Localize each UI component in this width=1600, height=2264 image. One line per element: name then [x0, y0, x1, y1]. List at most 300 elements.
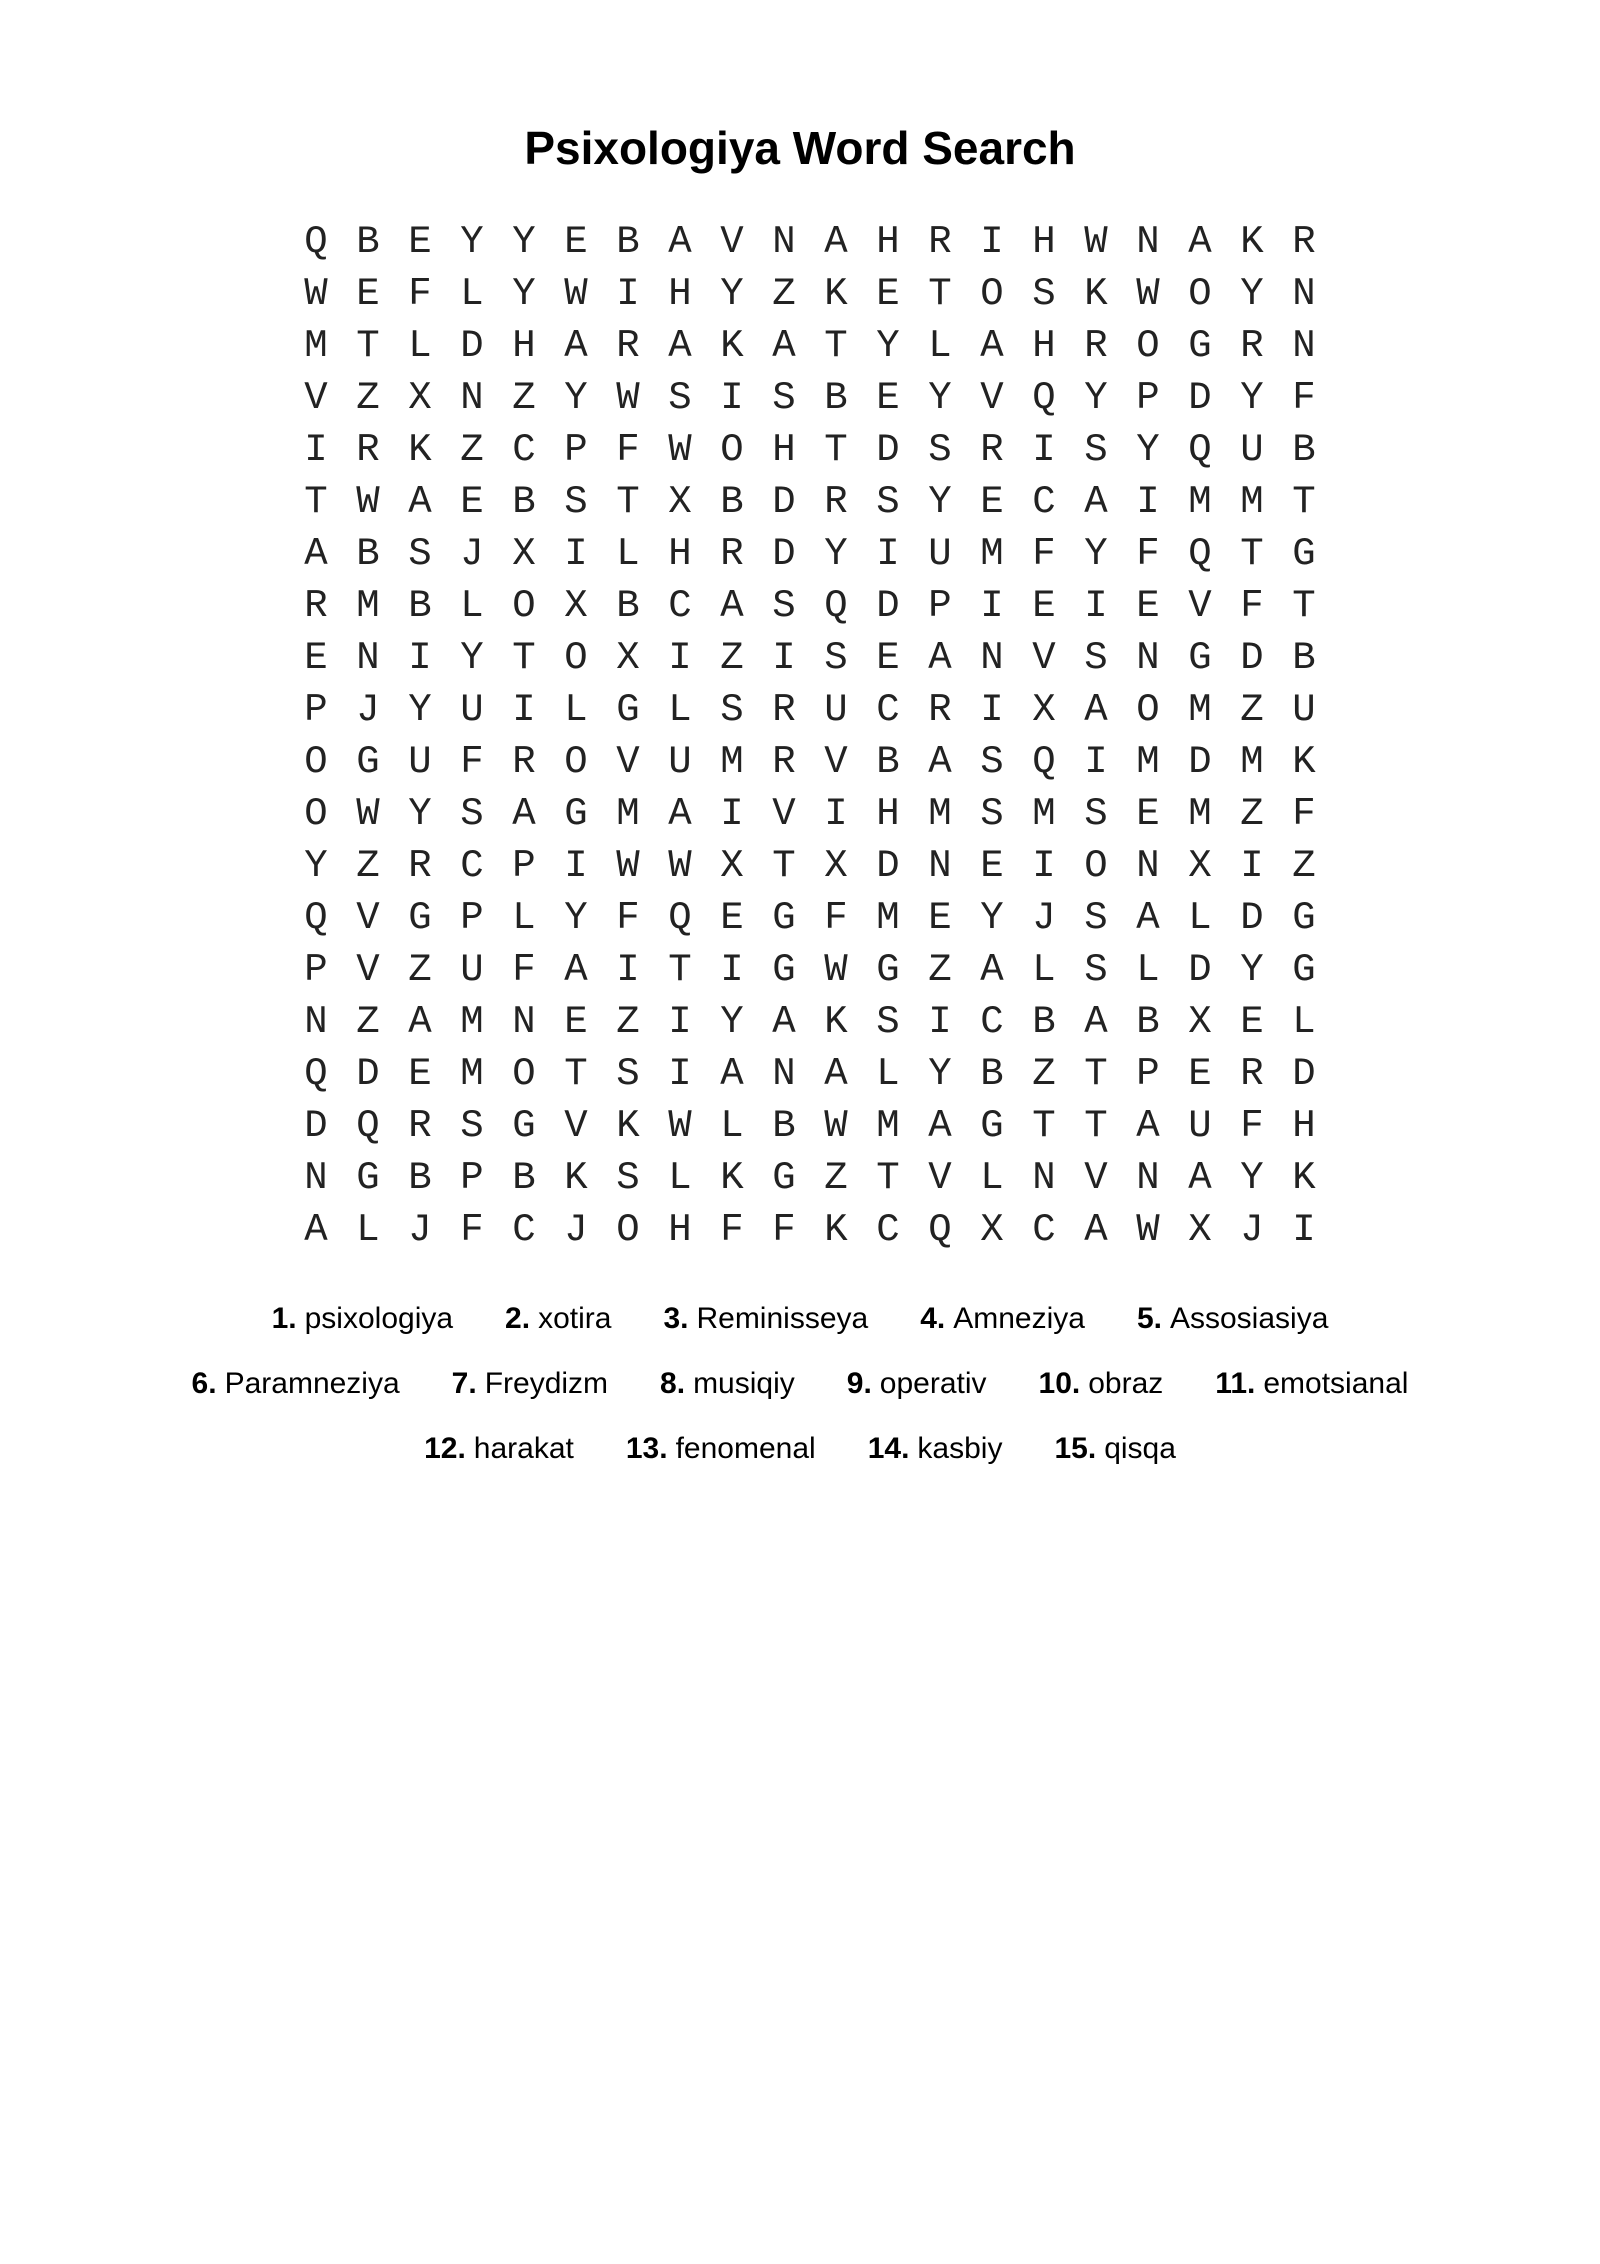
- grid-letter: A: [1084, 1208, 1108, 1252]
- grid-letter: I: [1240, 844, 1264, 888]
- grid-letter: C: [876, 1208, 900, 1252]
- grid-letter: C: [980, 1000, 1004, 1044]
- grid-letter: N: [512, 1000, 536, 1044]
- word-text: Freydizm: [484, 1366, 609, 1400]
- grid-row: [290, 580, 1330, 632]
- grid-letter: S: [824, 636, 848, 680]
- grid-letter: V: [356, 896, 380, 940]
- grid-letter: I: [668, 1052, 692, 1096]
- grid-letter: S: [1084, 792, 1108, 836]
- grid-letter: L: [1136, 948, 1160, 992]
- grid-row: [290, 736, 1330, 788]
- grid-letter: A: [304, 532, 328, 576]
- grid-letter: Y: [564, 376, 588, 420]
- grid-letter: M: [720, 740, 744, 784]
- grid-letter: S: [460, 1104, 484, 1148]
- grid-letter: I: [1084, 740, 1108, 784]
- grid-letter: T: [616, 480, 640, 524]
- grid-letter: G: [1292, 896, 1316, 940]
- grid-letter: B: [512, 1156, 536, 1200]
- grid-letter: N: [1292, 272, 1316, 316]
- grid-letter: N: [928, 844, 952, 888]
- grid-letter: A: [1084, 688, 1108, 732]
- grid-letter: X: [564, 584, 588, 628]
- word-list-item: [660, 1367, 795, 1401]
- grid-letter: F: [512, 948, 536, 992]
- grid-letter: H: [1032, 324, 1056, 368]
- grid-letter: U: [1240, 428, 1264, 472]
- grid-letter: E: [928, 896, 952, 940]
- grid-letter: X: [1188, 844, 1212, 888]
- grid-letter: P: [564, 428, 588, 472]
- grid-letter: A: [980, 324, 1004, 368]
- word-text: operativ: [879, 1366, 987, 1400]
- grid-row: [290, 372, 1330, 424]
- grid-letter: F: [824, 896, 848, 940]
- grid-letter: T: [928, 272, 952, 316]
- word-text: Paramneziya: [224, 1366, 400, 1400]
- grid-letter: S: [1084, 636, 1108, 680]
- grid-letter: F: [1240, 584, 1264, 628]
- word-list-item: [1054, 1432, 1175, 1466]
- grid-letter: A: [928, 1104, 952, 1148]
- word-text: harakat: [473, 1431, 574, 1465]
- grid-letter: C: [1032, 480, 1056, 524]
- word-list-item: [272, 1302, 453, 1336]
- grid-letter: Y: [408, 688, 432, 732]
- grid-letter: I: [876, 532, 900, 576]
- grid-letter: K: [720, 1156, 744, 1200]
- grid-letter: G: [1188, 324, 1212, 368]
- grid-letter: M: [876, 896, 900, 940]
- grid-letter: L: [564, 688, 588, 732]
- grid-letter: C: [512, 1208, 536, 1252]
- grid-letter: V: [616, 740, 640, 784]
- grid-letter: F: [1136, 532, 1160, 576]
- grid-letter: L: [616, 532, 640, 576]
- grid-letter: B: [408, 1156, 432, 1200]
- grid-letter: R: [1292, 220, 1316, 264]
- grid-letter: O: [1084, 844, 1108, 888]
- grid-letter: B: [356, 532, 380, 576]
- grid-letter: Y: [408, 792, 432, 836]
- word-number: 11.: [1215, 1366, 1256, 1400]
- grid-letter: X: [720, 844, 744, 888]
- grid-letter: V: [1032, 636, 1056, 680]
- grid-letter: Z: [928, 948, 952, 992]
- grid-row: [290, 684, 1330, 736]
- grid-letter: O: [512, 584, 536, 628]
- grid-letter: M: [1032, 792, 1056, 836]
- grid-letter: I: [1136, 480, 1160, 524]
- grid-letter: T: [772, 844, 796, 888]
- word-list-item: [505, 1302, 611, 1336]
- grid-letter: A: [1084, 1000, 1108, 1044]
- grid-letter: A: [1188, 1156, 1212, 1200]
- grid-letter: Y: [928, 376, 952, 420]
- grid-letter: W: [1136, 1208, 1160, 1252]
- grid-letter: C: [876, 688, 900, 732]
- word-list-item: [920, 1302, 1085, 1336]
- grid-letter: M: [460, 1000, 484, 1044]
- grid-letter: F: [616, 896, 640, 940]
- grid-letter: V: [772, 792, 796, 836]
- grid-letter: E: [980, 844, 1004, 888]
- grid-letter: V: [1188, 584, 1212, 628]
- grid-letter: N: [1032, 1156, 1056, 1200]
- grid-letter: Q: [304, 896, 328, 940]
- grid-letter: Q: [1032, 740, 1056, 784]
- word-text: obraz: [1088, 1366, 1164, 1400]
- grid-letter: V: [928, 1156, 952, 1200]
- grid-letter: I: [512, 688, 536, 732]
- grid-letter: F: [1292, 792, 1316, 836]
- grid-row: [290, 424, 1330, 476]
- grid-letter: Y: [980, 896, 1004, 940]
- grid-letter: C: [512, 428, 536, 472]
- grid-letter: Y: [460, 636, 484, 680]
- word-number: 3.: [663, 1301, 689, 1335]
- grid-letter: K: [1292, 1156, 1316, 1200]
- grid-letter: O: [1188, 272, 1212, 316]
- grid-letter: I: [772, 636, 796, 680]
- word-number: 6.: [191, 1366, 217, 1400]
- grid-letter: D: [772, 532, 796, 576]
- grid-letter: Z: [1240, 688, 1264, 732]
- grid-letter: G: [772, 1156, 796, 1200]
- grid-letter: H: [876, 792, 900, 836]
- word-number: 15.: [1054, 1431, 1097, 1465]
- grid-letter: H: [772, 428, 796, 472]
- grid-letter: H: [512, 324, 536, 368]
- grid-letter: Z: [460, 428, 484, 472]
- grid-letter: A: [980, 948, 1004, 992]
- grid-letter: D: [1188, 376, 1212, 420]
- grid-letter: M: [928, 792, 952, 836]
- grid-letter: Z: [356, 1000, 380, 1044]
- grid-letter: P: [304, 948, 328, 992]
- grid-letter: G: [408, 896, 432, 940]
- grid-letter: A: [720, 1052, 744, 1096]
- grid-letter: T: [512, 636, 536, 680]
- grid-letter: G: [772, 948, 796, 992]
- grid-letter: D: [876, 584, 900, 628]
- grid-letter: F: [1240, 1104, 1264, 1148]
- grid-letter: E: [1240, 1000, 1264, 1044]
- grid-row: [290, 320, 1330, 372]
- grid-letter: V: [356, 948, 380, 992]
- grid-letter: Y: [512, 220, 536, 264]
- grid-letter: K: [1084, 272, 1108, 316]
- grid-letter: Y: [1084, 532, 1108, 576]
- grid-letter: A: [928, 636, 952, 680]
- word-list-item: [452, 1367, 608, 1401]
- grid-letter: I: [824, 792, 848, 836]
- grid-letter: G: [564, 792, 588, 836]
- grid-letter: K: [824, 1000, 848, 1044]
- grid-letter: S: [616, 1156, 640, 1200]
- grid-letter: O: [304, 740, 328, 784]
- word-number: 13.: [625, 1431, 668, 1465]
- grid-letter: Z: [772, 272, 796, 316]
- grid-letter: R: [928, 220, 952, 264]
- grid-letter: W: [616, 376, 640, 420]
- grid-letter: A: [668, 220, 692, 264]
- grid-letter: X: [616, 636, 640, 680]
- grid-letter: Y: [1084, 376, 1108, 420]
- grid-letter: Y: [928, 1052, 952, 1096]
- grid-letter: D: [356, 1052, 380, 1096]
- grid-letter: I: [304, 428, 328, 472]
- grid-letter: B: [356, 220, 380, 264]
- grid-letter: R: [980, 428, 1004, 472]
- grid-letter: N: [980, 636, 1004, 680]
- grid-row: [290, 268, 1330, 320]
- grid-letter: I: [720, 948, 744, 992]
- word-number: 8.: [660, 1366, 686, 1400]
- grid-letter: W: [668, 844, 692, 888]
- grid-letter: N: [1136, 220, 1160, 264]
- grid-letter: F: [616, 428, 640, 472]
- grid-letter: B: [1292, 428, 1316, 472]
- word-number: 10.: [1038, 1366, 1081, 1400]
- grid-letter: C: [668, 584, 692, 628]
- grid-letter: D: [1240, 636, 1264, 680]
- word-text: musiqiy: [693, 1366, 795, 1400]
- grid-letter: G: [1188, 636, 1212, 680]
- grid-letter: K: [564, 1156, 588, 1200]
- grid-letter: A: [564, 324, 588, 368]
- grid-letter: Y: [1136, 428, 1160, 472]
- word-list-line: [0, 1351, 1600, 1416]
- grid-letter: T: [356, 324, 380, 368]
- word-list-item: [868, 1432, 1003, 1466]
- grid-letter: R: [720, 532, 744, 576]
- grid-letter: A: [1084, 480, 1108, 524]
- grid-letter: H: [668, 1208, 692, 1252]
- grid-letter: L: [460, 584, 484, 628]
- grid-letter: T: [1240, 532, 1264, 576]
- grid-letter: D: [876, 844, 900, 888]
- grid-letter: S: [1084, 896, 1108, 940]
- grid-letter: V: [564, 1104, 588, 1148]
- word-list-line: [0, 1286, 1600, 1351]
- grid-letter: F: [1292, 376, 1316, 420]
- grid-letter: S: [928, 428, 952, 472]
- grid-letter: R: [356, 428, 380, 472]
- grid-letter: M: [1188, 480, 1212, 524]
- grid-letter: Q: [1188, 428, 1212, 472]
- grid-row: [290, 944, 1330, 996]
- grid-letter: L: [876, 1052, 900, 1096]
- grid-row: [290, 528, 1330, 580]
- grid-letter: R: [824, 480, 848, 524]
- grid-row: [290, 476, 1330, 528]
- grid-letter: M: [304, 324, 328, 368]
- word-text: kasbiy: [917, 1431, 1003, 1465]
- grid-letter: Q: [668, 896, 692, 940]
- grid-letter: M: [1240, 740, 1264, 784]
- grid-letter: I: [564, 532, 588, 576]
- grid-letter: Z: [1032, 1052, 1056, 1096]
- grid-letter: Z: [1292, 844, 1316, 888]
- grid-letter: A: [720, 584, 744, 628]
- grid-letter: I: [668, 1000, 692, 1044]
- grid-letter: M: [616, 792, 640, 836]
- grid-letter: I: [408, 636, 432, 680]
- grid-letter: U: [460, 948, 484, 992]
- grid-letter: H: [668, 532, 692, 576]
- word-number: 4.: [920, 1301, 946, 1335]
- grid-letter: E: [1188, 1052, 1212, 1096]
- grid-letter: H: [1032, 220, 1056, 264]
- page-title: Psixologiya Word Search: [524, 122, 1076, 174]
- grid-letter: K: [824, 272, 848, 316]
- grid-letter: S: [408, 532, 432, 576]
- grid-letter: B: [772, 1104, 796, 1148]
- grid-letter: S: [564, 480, 588, 524]
- grid-letter: E: [408, 1052, 432, 1096]
- grid-letter: P: [512, 844, 536, 888]
- grid-letter: Z: [356, 376, 380, 420]
- grid-letter: I: [1032, 844, 1056, 888]
- grid-letter: W: [1084, 220, 1108, 264]
- grid-letter: Y: [1240, 272, 1264, 316]
- grid-letter: N: [1136, 844, 1160, 888]
- word-list-item: [626, 1432, 816, 1466]
- grid-letter: C: [460, 844, 484, 888]
- grid-letter: X: [512, 532, 536, 576]
- grid-letter: W: [564, 272, 588, 316]
- grid-row: [290, 788, 1330, 840]
- word-list-line: [0, 1416, 1600, 1481]
- grid-letter: E: [304, 636, 328, 680]
- grid-letter: I: [980, 688, 1004, 732]
- grid-letter: S: [772, 376, 796, 420]
- grid-letter: L: [668, 1156, 692, 1200]
- grid-letter: D: [772, 480, 796, 524]
- grid-letter: I: [668, 636, 692, 680]
- grid-letter: U: [1292, 688, 1316, 732]
- grid-letter: B: [1032, 1000, 1056, 1044]
- grid-letter: S: [460, 792, 484, 836]
- word-number: 9.: [846, 1366, 872, 1400]
- grid-letter: E: [876, 376, 900, 420]
- grid-letter: M: [876, 1104, 900, 1148]
- grid-letter: R: [772, 740, 796, 784]
- grid-letter: T: [564, 1052, 588, 1096]
- grid-letter: N: [772, 1052, 796, 1096]
- grid-letter: G: [980, 1104, 1004, 1148]
- grid-letter: L: [460, 272, 484, 316]
- grid-letter: S: [876, 480, 900, 524]
- grid-letter: M: [980, 532, 1004, 576]
- grid-letter: J: [460, 532, 484, 576]
- grid-letter: Q: [356, 1104, 380, 1148]
- grid-letter: A: [668, 792, 692, 836]
- grid-row: [290, 892, 1330, 944]
- grid-letter: Q: [304, 220, 328, 264]
- grid-letter: Q: [928, 1208, 952, 1252]
- word-number: 14.: [867, 1431, 910, 1465]
- grid-letter: W: [1136, 272, 1160, 316]
- grid-letter: W: [616, 844, 640, 888]
- grid-letter: V: [980, 376, 1004, 420]
- grid-letter: J: [356, 688, 380, 732]
- grid-letter: O: [1136, 688, 1160, 732]
- grid-letter: U: [928, 532, 952, 576]
- word-number: 7.: [451, 1366, 477, 1400]
- grid-letter: P: [1136, 376, 1160, 420]
- grid-letter: F: [772, 1208, 796, 1252]
- grid-letter: V: [1084, 1156, 1108, 1200]
- grid-letter: B: [980, 1052, 1004, 1096]
- grid-letter: F: [720, 1208, 744, 1252]
- grid-letter: E: [356, 272, 380, 316]
- grid-letter: A: [772, 324, 796, 368]
- grid-letter: T: [1292, 480, 1316, 524]
- word-list-item: [1215, 1367, 1408, 1401]
- grid-letter: B: [720, 480, 744, 524]
- grid-letter: U: [824, 688, 848, 732]
- grid-letter: O: [1136, 324, 1160, 368]
- word-text: emotsianal: [1263, 1366, 1409, 1400]
- grid-letter: T: [876, 1156, 900, 1200]
- word-list-item: [424, 1432, 574, 1466]
- grid-letter: I: [1032, 428, 1056, 472]
- grid-letter: W: [668, 428, 692, 472]
- grid-letter: M: [1188, 792, 1212, 836]
- grid-letter: T: [1032, 1104, 1056, 1148]
- grid-letter: I: [616, 272, 640, 316]
- grid-letter: I: [720, 792, 744, 836]
- grid-letter: A: [1136, 1104, 1160, 1148]
- grid-letter: B: [408, 584, 432, 628]
- grid-letter: I: [1084, 584, 1108, 628]
- grid-letter: A: [824, 220, 848, 264]
- grid-letter: V: [720, 220, 744, 264]
- word-number: 12.: [424, 1431, 466, 1465]
- grid-row: [290, 632, 1330, 684]
- grid-letter: R: [1084, 324, 1108, 368]
- grid-letter: I: [980, 220, 1004, 264]
- grid-row: [290, 1204, 1330, 1256]
- grid-letter: H: [1292, 1104, 1316, 1148]
- grid-letter: E: [408, 220, 432, 264]
- grid-letter: A: [304, 1208, 328, 1252]
- grid-letter: S: [668, 376, 692, 420]
- grid-letter: Y: [1240, 376, 1264, 420]
- grid-letter: A: [564, 948, 588, 992]
- grid-letter: S: [772, 584, 796, 628]
- grid-letter: K: [1240, 220, 1264, 264]
- grid-letter: R: [304, 584, 328, 628]
- grid-letter: Z: [356, 844, 380, 888]
- grid-letter: E: [876, 272, 900, 316]
- grid-letter: P: [304, 688, 328, 732]
- grid-letter: T: [1084, 1052, 1108, 1096]
- word-text: qisqa: [1104, 1431, 1176, 1465]
- grid-letter: G: [616, 688, 640, 732]
- grid-letter: R: [1240, 1052, 1264, 1096]
- grid-letter: U: [1188, 1104, 1212, 1148]
- grid-letter: B: [512, 480, 536, 524]
- grid-letter: E: [564, 220, 588, 264]
- grid-letter: O: [616, 1208, 640, 1252]
- grid-letter: K: [408, 428, 432, 472]
- grid-row: [290, 996, 1330, 1048]
- grid-letter: Y: [720, 1000, 744, 1044]
